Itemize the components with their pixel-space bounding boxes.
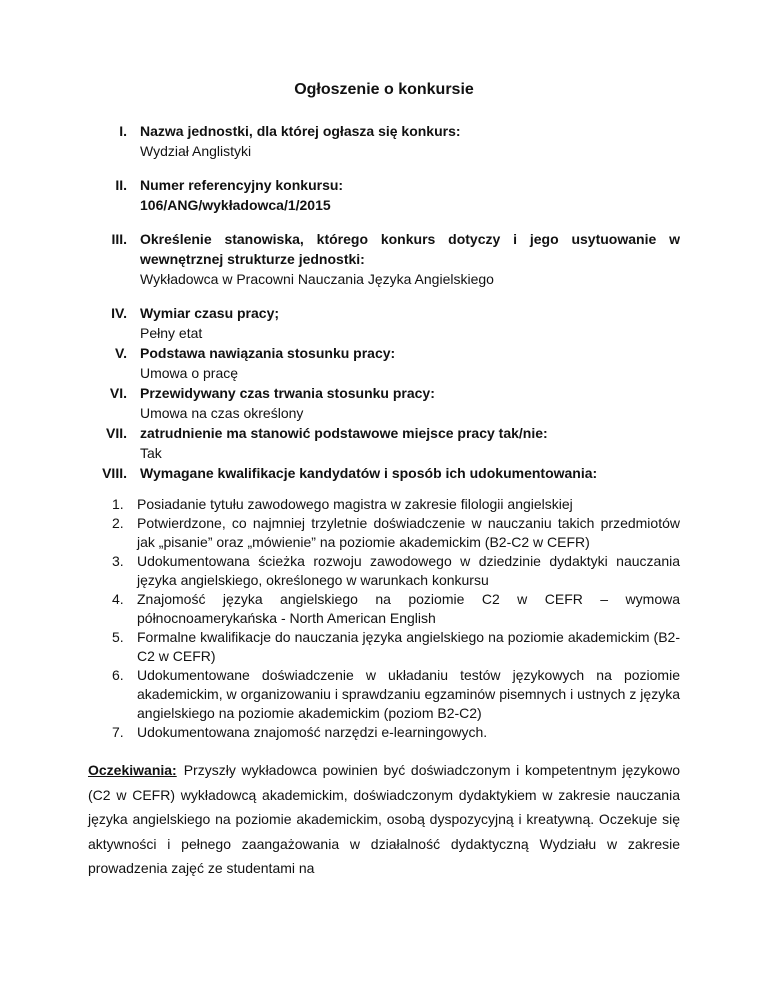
section-value: Umowa o pracę — [140, 365, 239, 381]
section-label: Nazwa jednostki, dla której ogłasza się konkurs: — [140, 123, 461, 139]
qualification-number: 1. — [112, 496, 124, 512]
qualification-text: Udokumentowana ścieżka rozwoju zawodowego w dziedzinie dydaktyki nauczania języka angielskiego, określonego w warunkach konkursu — [137, 553, 680, 588]
section-unit-name — [88, 121, 680, 161]
section-content — [140, 121, 680, 161]
qualification-number: 7. — [112, 724, 124, 740]
section-number: VII. — [105, 425, 127, 441]
section-value: Pełny etat — [140, 325, 203, 341]
qualification-number: 4. — [112, 591, 124, 607]
qualification-text: Formalne kwalifikacje do nauczania języka angielskiego na poziomie akademickim (B2-C2 w CEFR) — [137, 629, 680, 664]
section-value: Wydział Anglistyki — [140, 143, 252, 159]
expectations-text: Przyszły wykładowca powinien być doświadczonym i kompetentnym językowo (C2 w CEFR) wykładowcą akademickim, doświadczonym dydaktykiem w zakresie nauczania języka angielskiego na poziomie akademickim, osobą dyspozycyjną i kreatywną. Oczekuje się aktywności i pełnego zaangażowania w działalność dydaktyczną Wydziału w zakresie prowadzenia zajęć ze studentami na — [88, 762, 680, 876]
section-required-qualifications — [88, 463, 680, 483]
section-number: V. — [115, 345, 127, 361]
section-label: Podstawa nawiązania stosunku pracy: — [140, 345, 396, 361]
qualification-item — [112, 495, 680, 514]
section-number: III. — [111, 231, 127, 247]
section-employment-duration — [88, 383, 680, 423]
section-position — [88, 229, 680, 289]
document-title: Ogłoszenie o konkursie — [294, 81, 474, 98]
qualification-number: 6. — [112, 667, 124, 683]
section-content — [140, 383, 680, 423]
qualification-item — [112, 628, 680, 666]
qualification-text: Posiadanie tytułu zawodowego magistra w zakresie filologii angielskiej — [137, 496, 573, 512]
qualifications-list — [112, 495, 680, 742]
section-content — [140, 175, 680, 215]
section-primary-workplace — [88, 423, 680, 463]
section-content — [140, 229, 680, 289]
qualification-number: 2. — [112, 515, 124, 531]
section-number: IV. — [111, 305, 127, 321]
section-label: Określenie stanowiska, którego konkurs dotyczy i jego usytuowanie w wewnętrznej strukturze jednostki: — [140, 231, 680, 267]
qualification-number: 5. — [112, 629, 124, 645]
qualification-number: 3. — [112, 553, 124, 569]
section-value: Umowa na czas określony — [140, 405, 304, 421]
section-label: Przewidywany czas trwania stosunku pracy: — [140, 385, 435, 401]
qualification-item — [112, 590, 680, 628]
qualification-item — [112, 723, 680, 742]
section-content — [140, 343, 680, 383]
qualification-text: Znajomość języka angielskiego na poziomie C2 w CEFR – wymowa północnoamerykańska - North American English — [137, 591, 680, 626]
announcement-sections-list — [88, 121, 680, 483]
qualification-item — [112, 552, 680, 590]
qualification-text: Udokumentowana znajomość narzędzi e-learningowych. — [137, 724, 488, 740]
section-label: Numer referencyjny konkursu: — [140, 177, 344, 193]
section-value: Tak — [140, 445, 162, 461]
expectations-paragraph — [88, 758, 680, 881]
section-label: zatrudnienie ma stanowić podstawowe miejsce pracy tak/nie: — [140, 425, 548, 441]
section-employment-basis — [88, 343, 680, 383]
section-number: II. — [115, 177, 127, 193]
section-number: I. — [119, 123, 127, 139]
section-working-time — [88, 303, 680, 343]
qualification-item — [112, 514, 680, 552]
section-label: Wymiar czasu pracy; — [140, 305, 280, 321]
qualification-text: Potwierdzone, co najmniej trzyletnie doświadczenie w nauczaniu takich przedmiotów jak „pisanie” oraz „mówienie” na poziomie akademickim (B2-C2 w CEFR) — [137, 515, 680, 550]
qualification-text: Udokumentowane doświadczenie w układaniu testów językowych na poziomie akademickim, w organizowaniu i sprawdzaniu egzaminów pisemnych i ustnych z języka angielskiego na poziomie akademickim (poziom B2-C2) — [137, 667, 680, 721]
section-number: VI. — [109, 385, 127, 401]
qualification-item — [112, 666, 680, 723]
section-label: Wymagane kwalifikacje kandydatów i sposób ich udokumentowania: — [140, 465, 598, 481]
section-number: VIII. — [102, 465, 127, 481]
section-value: Wykładowca w Pracowni Nauczania Języka Angielskiego — [140, 271, 494, 287]
expectations-heading: Oczekiwania: — [88, 762, 177, 778]
section-reference-number — [88, 175, 680, 215]
section-content — [140, 423, 680, 463]
section-content — [140, 303, 680, 343]
section-content — [140, 463, 680, 483]
section-value: 106/ANG/wykładowca/1/2015 — [140, 197, 331, 213]
